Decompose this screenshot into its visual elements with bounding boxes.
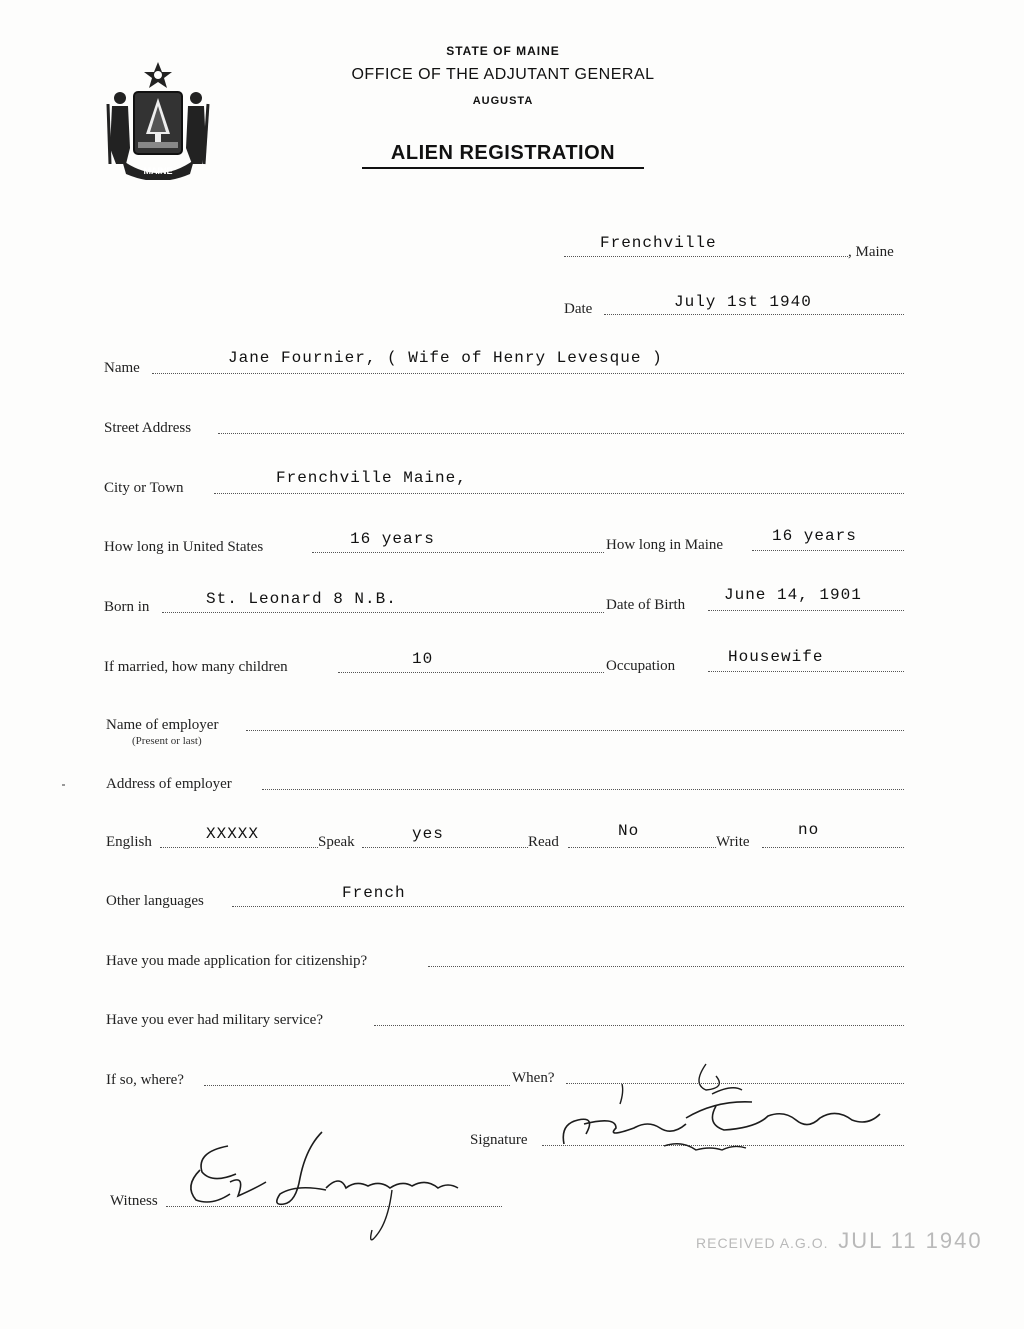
other-languages-value: French xyxy=(342,884,406,902)
location-line xyxy=(564,256,848,257)
born-in-value: St. Leonard 8 N.B. xyxy=(206,590,397,608)
military-line xyxy=(374,1025,904,1026)
city-town-line xyxy=(214,493,904,494)
children-line xyxy=(338,672,604,673)
where-line xyxy=(204,1085,510,1086)
employer-name-label: Name of employer xyxy=(106,717,219,733)
employer-address-line xyxy=(262,789,904,790)
write-value: no xyxy=(798,821,820,839)
witness-label: Witness xyxy=(110,1193,158,1209)
signature-handwriting xyxy=(556,1054,896,1166)
how-long-maine-label: How long in Maine xyxy=(606,537,724,553)
date-line xyxy=(604,314,904,315)
header-city: AUGUSTA xyxy=(472,95,534,107)
when-label: When? xyxy=(512,1070,555,1086)
read-value: No xyxy=(618,822,640,840)
where-label: If so, where? xyxy=(106,1072,184,1088)
location-suffix: , Maine xyxy=(848,244,894,260)
signature-label: Signature xyxy=(470,1132,528,1148)
employer-name-sublabel: (Present or last) xyxy=(132,735,202,747)
seal-banner-text: MAINE xyxy=(143,166,173,176)
street-address-label: Street Address xyxy=(104,420,192,436)
signature-text: Jane Fournier xyxy=(726,1164,733,1165)
date-value: July 1st 1940 xyxy=(674,293,812,311)
witness-handwriting xyxy=(176,1122,476,1254)
employer-name-line xyxy=(246,730,904,731)
date-of-birth-value: June 14, 1901 xyxy=(724,586,862,604)
city-town-value: Frenchville Maine, xyxy=(276,469,467,487)
born-in-line xyxy=(162,612,604,613)
citizenship-label: Have you made application for citizenship? xyxy=(106,953,368,969)
how-long-us-line xyxy=(312,552,604,553)
english-label: English xyxy=(106,834,152,850)
maine-state-seal xyxy=(104,60,212,180)
children-value: 10 xyxy=(412,650,434,668)
how-long-maine-line xyxy=(752,550,904,551)
citizenship-line xyxy=(428,966,904,967)
occupation-line xyxy=(708,671,904,672)
read-label: Read xyxy=(528,834,559,850)
write-label: Write xyxy=(716,834,750,850)
write-line xyxy=(762,847,904,848)
header-state: STATE OF MAINE xyxy=(446,44,560,58)
other-languages-line xyxy=(232,906,904,907)
scan-mark xyxy=(62,784,65,786)
received-stamp-prefix: RECEIVED A.G.O. xyxy=(696,1235,829,1251)
born-in-label: Born in xyxy=(104,599,150,615)
speak-value: yes xyxy=(412,825,444,843)
header-office: OFFICE OF THE ADJUTANT GENERAL xyxy=(351,66,655,83)
date-label: Date xyxy=(564,301,593,317)
military-label: Have you ever had military service? xyxy=(106,1012,323,1028)
form-title: ALIEN REGISTRATION xyxy=(362,142,644,169)
read-line xyxy=(568,847,716,848)
street-address-line xyxy=(218,433,904,434)
employer-address-label: Address of employer xyxy=(106,776,232,792)
how-long-us-label: How long in United States xyxy=(104,539,264,555)
witness-text: E Levesque xyxy=(326,1250,331,1251)
speak-line xyxy=(362,847,528,848)
occupation-value: Housewife xyxy=(728,648,824,666)
english-line xyxy=(160,847,318,848)
name-line xyxy=(152,373,904,374)
name-label: Name xyxy=(104,360,140,376)
english-value: XXXXX xyxy=(206,825,260,843)
received-stamp xyxy=(696,1228,983,1254)
received-stamp-date: JUL 11 1940 xyxy=(838,1228,983,1253)
name-value: Jane Fournier, ( Wife of Henry Levesque ) xyxy=(228,349,663,367)
how-long-us-value: 16 years xyxy=(350,530,435,548)
date-of-birth-label: Date of Birth xyxy=(606,597,686,613)
date-of-birth-line xyxy=(708,610,904,611)
children-label: If married, how many children xyxy=(104,659,288,675)
other-languages-label: Other languages xyxy=(106,893,204,909)
speak-label: Speak xyxy=(318,834,355,850)
location-value: Frenchville xyxy=(600,234,717,252)
how-long-maine-value: 16 years xyxy=(772,527,857,545)
city-town-label: City or Town xyxy=(104,480,184,496)
occupation-label: Occupation xyxy=(606,658,676,674)
